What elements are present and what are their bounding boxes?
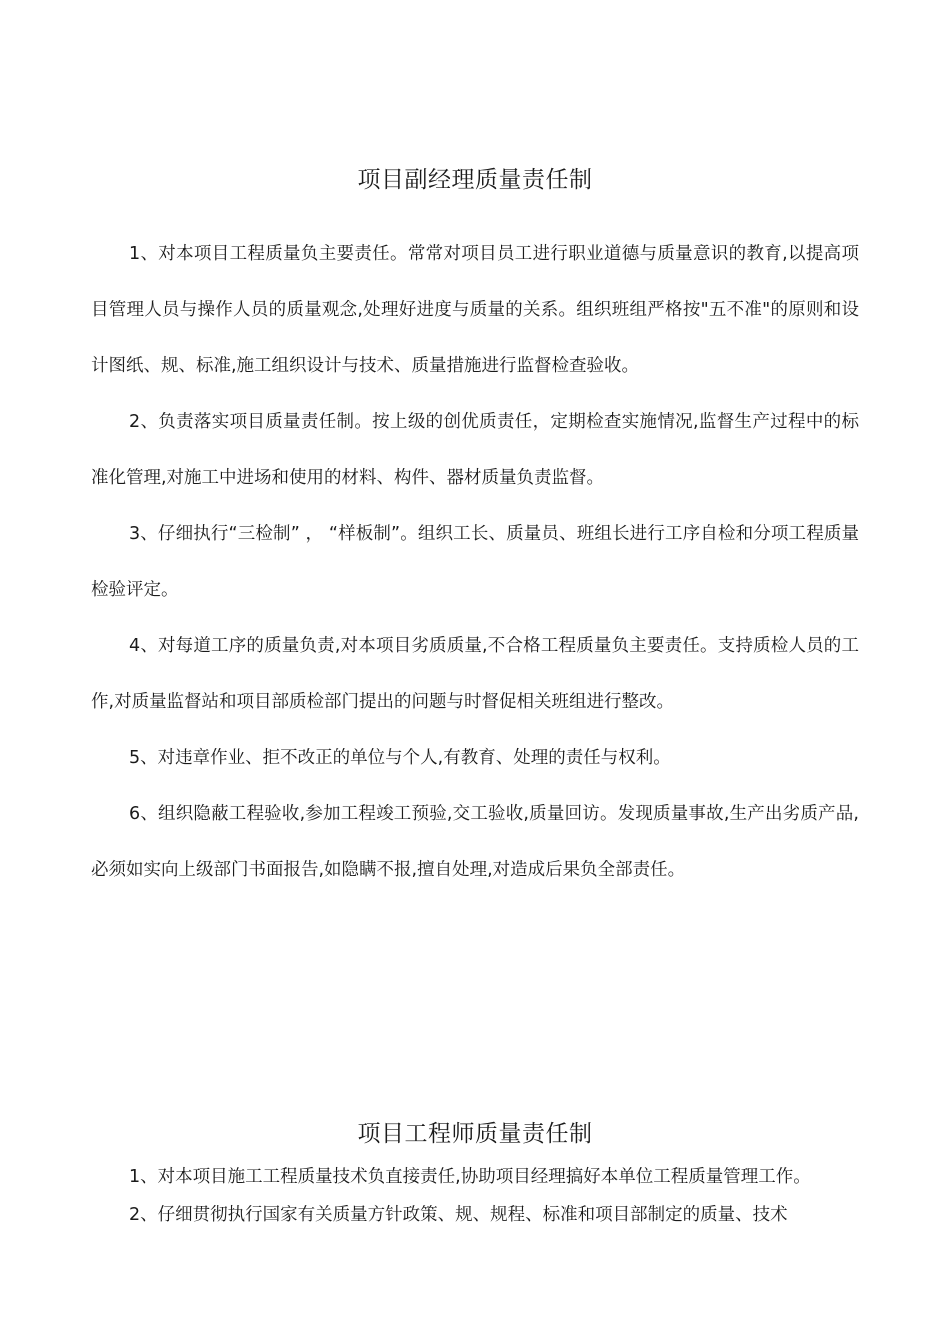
paragraph: 6、组织隐蔽工程验收,参加工程竣工预验,交工验收,质量回访。发现质量事故,生产出劣质产品,必须如实向上级部门书面报告,如隐瞒不报,擅自处理,对造成后果负全部责任。 [91,804,859,880]
paragraph: 1、对本项目施工工程质量技术负直接责任,协助项目经理搞好本单位工程质量管理工作。 [129,1167,811,1187]
paragraph: 2、仔细贯彻执行国家有关质量方针政策、规、规程、标准和项目部制定的质量、技术 [129,1205,788,1225]
section-project-engineer [91,1117,859,1234]
section-deputy-manager [91,162,859,898]
paragraph: 4、对每道工序的质量负责,对本项目劣质质量,不合格工程质量负主要责任。支持质检人员的工作,对质量监督站和项目部质检部门提出的问题与时督促相关班组进行整改。 [91,636,859,712]
section-title: 项目工程师质量责任制 [357,1121,593,1147]
paragraph: 5、对违章作业、拒不改正的单位与个人,有教育、处理的责任与权利。 [129,748,671,768]
paragraph: 3、仔细执行“三检制” ， “样板制”。组织工长、质量员、班组长进行工序自检和分项工程质量检验评定。 [91,524,859,600]
paragraph: 2、负责落实项目质量责任制。按上级的创优质责任，定期检查实施情况,监督生产过程中的标准化管理,对施工中进场和使用的材料、构件、器材质量负责监督。 [91,412,859,488]
paragraph: 1、对本项目工程质量负主要责任。常常对项目员工进行职业道德与质量意识的教育,以提高项目管理人员与操作人员的质量观念,处理好进度与质量的关系。组织班组严格按"五不准"的原则和设计图纸、规、标准,施工组织设计与技术、质量措施进行监督检查验收。 [91,244,859,376]
section-title: 项目副经理质量责任制 [357,167,593,193]
